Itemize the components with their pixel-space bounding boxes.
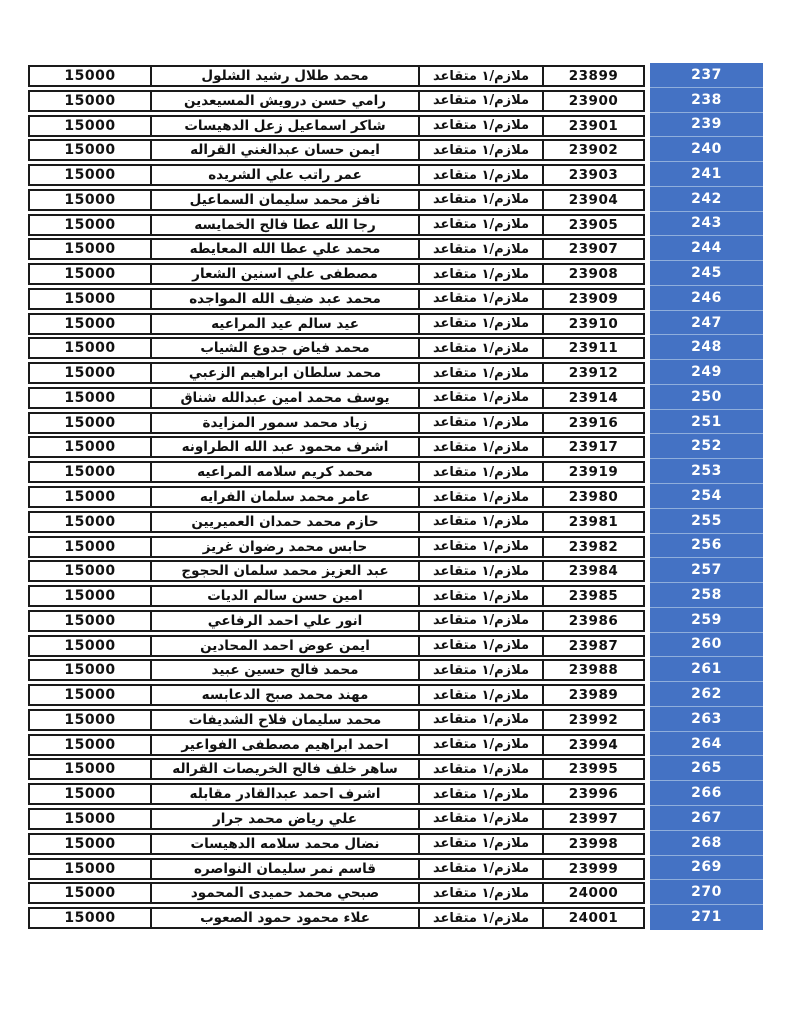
id-cell: 23986 [542,612,643,630]
name-cell: عمر راتب علي الشريده [150,166,418,184]
amount-cell: 15000 [64,68,116,84]
serial-cell: 250 [650,385,763,410]
name-cell: عبد العزيز محمد سلمان الحجوج [150,562,418,580]
id-cell: 23982 [542,538,643,556]
serial-cell: 267 [650,806,763,831]
rank-cell: ملازم/١ متقاعد [418,141,542,159]
name-cell: مصطفى علي اسنين الشعار [150,265,418,283]
amount-cell: 15000 [64,711,116,728]
serial-cell: 246 [650,286,763,311]
rank-cell: ملازم/١ متقاعد [418,909,542,927]
rank-cell: ملازم/١ متقاعد [418,315,542,333]
amount-cell: 15000 [64,340,116,357]
rank-cell: ملازم/١ متقاعد [418,835,542,853]
rank-cell: ملازم/١ متقاعد [418,117,542,135]
amount-cell: 15000 [64,117,116,134]
rank-cell: ملازم/١ متقاعد [418,216,542,234]
name-cell: نضال محمد سلامه الدهيسات [150,835,418,853]
table-row [28,139,645,161]
table-row [28,337,645,359]
serial-cell: 262 [650,682,763,707]
table-row [28,585,645,607]
amount-cell: 15000 [64,835,116,852]
amount-cell: 15000 [64,290,116,307]
rank-cell: ملازم/١ متقاعد [418,785,542,803]
table-row [28,263,645,285]
table-row [28,65,645,87]
rank-cell: ملازم/١ متقاعد [418,686,542,704]
serial-cell: 247 [650,311,763,336]
table-row [28,189,645,211]
amount-cell: 15000 [64,241,116,258]
id-cell: 23907 [542,240,643,258]
table-row [28,907,645,929]
serial-cell: 254 [650,484,763,509]
rank-cell: ملازم/١ متقاعد [418,414,542,432]
amount-cell: 15000 [64,216,116,233]
serial-cell: 261 [650,657,763,682]
name-cell: علاء محمود حمود الصعوب [150,909,418,927]
name-cell: محمد كريم سلامه المراعيه [150,463,418,481]
amount-cell: 15000 [64,167,116,184]
table-row [28,214,645,236]
amount-cell: 15000 [64,786,116,803]
id-cell: 23985 [542,587,643,605]
table-row [28,709,645,731]
name-cell: محمد فياض جدوع الشياب [150,339,418,357]
id-cell: 23995 [542,760,643,778]
serial-cell: 237 [650,63,763,88]
amount-cell: 15000 [64,637,116,654]
name-cell: يوسف محمد امين عبدالله شناق [150,389,418,407]
rank-cell: ملازم/١ متقاعد [418,364,542,382]
table-row [28,436,645,458]
table-row [28,610,645,632]
table-row [28,684,645,706]
amount-cell: 15000 [64,464,116,481]
rank-cell: ملازم/١ متقاعد [418,389,542,407]
rank-cell: ملازم/١ متقاعد [418,711,542,729]
serial-cell: 243 [650,212,763,237]
table-row [28,288,645,310]
id-cell: 23916 [542,414,643,432]
name-cell: شاكر اسماعيل زعل الدهيسات [150,117,418,135]
id-cell: 23901 [542,117,643,135]
id-cell: 23903 [542,166,643,184]
rank-cell: ملازم/١ متقاعد [418,513,542,531]
table-row [28,833,645,855]
id-cell: 23997 [542,810,643,828]
serial-cell: 268 [650,831,763,856]
id-cell: 23988 [542,661,643,679]
id-cell: 23994 [542,736,643,754]
table-row [28,238,645,260]
amount-cell: 15000 [64,662,116,679]
name-cell: محمد عبد ضيف الله المواجده [150,290,418,308]
amount-cell: 15000 [64,414,116,431]
serial-cell: 248 [650,335,763,360]
rank-cell: ملازم/١ متقاعد [418,290,542,308]
id-cell: 23905 [542,216,643,234]
retirees-table [28,65,763,932]
table-row [28,734,645,756]
name-cell: ساهر خلف فالح الخريصات القراله [150,760,418,778]
name-cell: اشرف احمد عبدالقادر مقابله [150,785,418,803]
rank-cell: ملازم/١ متقاعد [418,166,542,184]
name-cell: محمد فالح حسين عبيد [150,661,418,679]
serial-cell: 259 [650,608,763,633]
amount-cell: 15000 [64,389,116,406]
rank-cell: ملازم/١ متقاعد [418,488,542,506]
serial-column [650,63,763,930]
name-cell: صبحي محمد حميدى المحمود [150,884,418,902]
serial-cell: 269 [650,856,763,881]
rank-cell: ملازم/١ متقاعد [418,884,542,902]
name-cell: محمد سلطان ابراهيم الزعبي [150,364,418,382]
table-row [28,808,645,830]
amount-cell: 15000 [64,142,116,159]
amount-cell: 15000 [64,810,116,827]
serial-cell: 239 [650,113,763,138]
amount-cell: 15000 [64,489,116,506]
id-cell: 24000 [542,884,643,902]
amount-cell: 15000 [64,365,116,382]
rank-cell: ملازم/١ متقاعد [418,736,542,754]
table-row [28,90,645,112]
table-row [28,486,645,508]
rank-cell: ملازم/١ متقاعد [418,191,542,209]
name-cell: عيد سالم عيد المراعيه [150,315,418,333]
id-cell: 23902 [542,141,643,159]
serial-cell: 255 [650,509,763,534]
name-cell: زياد محمد سمور المزايدة [150,414,418,432]
name-cell: امين حسن سالم الديات [150,587,418,605]
table-row [28,511,645,533]
serial-cell: 252 [650,434,763,459]
table-row [28,313,645,335]
name-cell: ايمن حسان عبدالغني القراله [150,141,418,159]
rank-cell: ملازم/١ متقاعد [418,612,542,630]
id-cell: 23899 [542,67,643,85]
name-cell: قاسم نمر سليمان النواصره [150,860,418,878]
rank-cell: ملازم/١ متقاعد [418,538,542,556]
id-cell: 23909 [542,290,643,308]
table-row [28,164,645,186]
amount-cell: 15000 [64,761,116,778]
serial-cell: 264 [650,732,763,757]
name-cell: عامر محمد سلمان الفرايه [150,488,418,506]
rank-cell: ملازم/١ متقاعد [418,463,542,481]
name-cell: محمد سليمان فلاح الشديفات [150,711,418,729]
table-row [28,362,645,384]
amount-cell: 15000 [64,538,116,555]
rank-cell: ملازم/١ متقاعد [418,339,542,357]
id-cell: 23998 [542,835,643,853]
amount-cell: 15000 [64,612,116,629]
id-cell: 23999 [542,860,643,878]
id-cell: 23910 [542,315,643,333]
table-row [28,758,645,780]
name-cell: حازم محمد حمدان العميريين [150,513,418,531]
id-cell: 23919 [542,463,643,481]
table-row [28,536,645,558]
serial-cell: 238 [650,88,763,113]
amount-cell: 15000 [64,563,116,580]
serial-cell: 242 [650,187,763,212]
table-row [28,115,645,137]
serial-cell: 241 [650,162,763,187]
rank-cell: ملازم/١ متقاعد [418,92,542,110]
rank-cell: ملازم/١ متقاعد [418,240,542,258]
serial-cell: 253 [650,459,763,484]
id-cell: 23912 [542,364,643,382]
rank-cell: ملازم/١ متقاعد [418,661,542,679]
serial-cell: 249 [650,360,763,385]
name-cell: محمد علي عطا الله المعايطه [150,240,418,258]
table-row [28,387,645,409]
id-cell: 23904 [542,191,643,209]
amount-cell: 15000 [64,92,116,109]
serial-cell: 270 [650,880,763,905]
table-row [28,659,645,681]
name-cell: ايمن عوض احمد المحادين [150,637,418,655]
serial-cell: 258 [650,583,763,608]
rank-cell: ملازم/١ متقاعد [418,860,542,878]
id-cell: 23996 [542,785,643,803]
table-row [28,412,645,434]
serial-cell: 240 [650,137,763,162]
serial-cell: 256 [650,534,763,559]
id-cell: 23917 [542,438,643,456]
id-cell: 24001 [542,909,643,927]
name-cell: اشرف محمود عبد الله الطراونه [150,438,418,456]
rank-cell: ملازم/١ متقاعد [418,760,542,778]
rank-cell: ملازم/١ متقاعد [418,637,542,655]
serial-cell: 265 [650,756,763,781]
id-cell: 23900 [542,92,643,110]
name-cell: محمد طلال رشيد الشلول [150,67,418,85]
serial-cell: 266 [650,781,763,806]
serial-cell: 251 [650,410,763,435]
table-row [28,882,645,904]
id-cell: 23981 [542,513,643,531]
table-body [28,65,645,932]
table-row [28,783,645,805]
id-cell: 23984 [542,562,643,580]
amount-cell: 15000 [64,736,116,753]
name-cell: احمد ابراهيم مصطفى الفواعير [150,736,418,754]
amount-cell: 15000 [64,513,116,530]
table-row [28,560,645,582]
amount-cell: 15000 [64,588,116,605]
rank-cell: ملازم/١ متقاعد [418,562,542,580]
amount-cell: 15000 [64,191,116,208]
name-cell: علي رياض محمد جرار [150,810,418,828]
id-cell: 23987 [542,637,643,655]
name-cell: مهند محمد صبح الدعابسه [150,686,418,704]
id-cell: 23989 [542,686,643,704]
serial-cell: 263 [650,707,763,732]
name-cell: حابس محمد رضوان غريز [150,538,418,556]
name-cell: انور علي احمد الرفاعي [150,612,418,630]
rank-cell: ملازم/١ متقاعد [418,265,542,283]
serial-cell: 244 [650,236,763,261]
name-cell: رجا الله عطا فالح الخمايسه [150,216,418,234]
amount-cell: 15000 [64,439,116,456]
table-row [28,858,645,880]
rank-cell: ملازم/١ متقاعد [418,810,542,828]
name-cell: رامي حسن درويش المسيعدين [150,92,418,110]
amount-cell: 15000 [64,687,116,704]
table-row [28,461,645,483]
id-cell: 23911 [542,339,643,357]
amount-cell: 15000 [64,910,116,927]
rank-cell: ملازم/١ متقاعد [418,67,542,85]
id-cell: 23980 [542,488,643,506]
serial-cell: 257 [650,558,763,583]
serial-cell: 271 [650,905,763,930]
name-cell: نافز محمد سليمان السماعيل [150,191,418,209]
table-row [28,635,645,657]
id-cell: 23914 [542,389,643,407]
id-cell: 23908 [542,265,643,283]
rank-cell: ملازم/١ متقاعد [418,587,542,605]
amount-cell: 15000 [64,315,116,332]
amount-cell: 15000 [64,885,116,902]
serial-cell: 245 [650,261,763,286]
id-cell: 23992 [542,711,643,729]
amount-cell: 15000 [64,266,116,283]
amount-cell: 15000 [64,860,116,877]
rank-cell: ملازم/١ متقاعد [418,438,542,456]
serial-cell: 260 [650,633,763,658]
